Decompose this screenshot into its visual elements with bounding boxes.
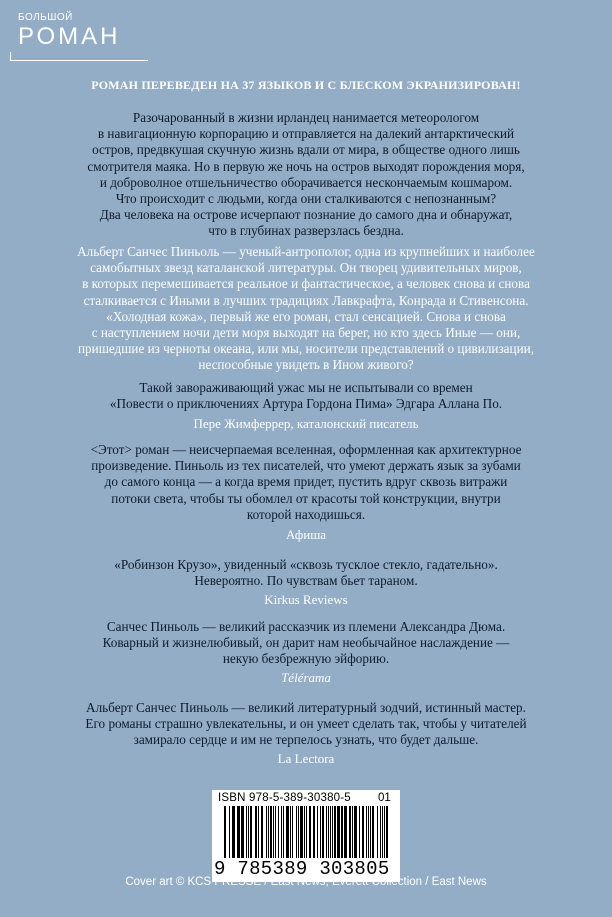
logo-big-text: РОМАН: [18, 23, 121, 50]
barcode-bar: [334, 806, 336, 858]
text-line: Невероятно. По чувствам бьет тараном.: [194, 573, 418, 589]
barcode-bar: [309, 806, 311, 858]
barcode-bar: [337, 806, 340, 858]
logo-underline: [10, 60, 148, 61]
barcode-bar: [344, 806, 347, 858]
logo-small-text: БОЛЬШОЙ: [18, 12, 73, 23]
text-line: <Этот> роман — неисчерпаемая вселенная, оформленная как архитектурное: [90, 442, 522, 457]
barcode-bar: [298, 806, 299, 858]
text-line: Его романы страшно увлекательны, и он умеет сделать так, чтобы у читателей: [85, 716, 527, 732]
barcode-bar: [322, 806, 324, 858]
review-attribution: Kirkus Reviews: [264, 592, 348, 607]
author-paragraph: [40, 244, 572, 374]
barcode-bar: [313, 806, 315, 858]
text-line: Разочарованный в жизни ирландец нанимается метеорологом: [132, 110, 480, 125]
barcode-bar: [266, 806, 267, 858]
barcode-bar: [270, 806, 272, 858]
text-line: до самого конца — а когда время придет, пустить вдруг сквозь витражи: [104, 474, 508, 490]
barcode-bar: [328, 806, 329, 858]
barcode-bar: [377, 806, 378, 858]
review-attribution: Афиша: [285, 527, 327, 542]
text-line: Альберт Санчес Пиньоль — великий литературный зодчий, истинный мастер.: [86, 700, 526, 715]
text-line: «Повести о приключениях Артура Гордона Пима» Эдгара Аллана По.: [109, 396, 503, 412]
barcode-bar: [306, 806, 307, 858]
review-quote: [40, 619, 572, 668]
text-line: Два человека на острове исчерпают познание до самого дна и обнаружат,: [99, 207, 513, 223]
barcode-bars: [224, 806, 388, 858]
barcode-digits: 9 785389 303805: [214, 858, 390, 880]
barcode-bar: [246, 806, 247, 858]
text-line: «Робинзон Крузо», увиденный «сквозь тусклое стекло, гадательно».: [114, 557, 498, 572]
barcode-bar: [268, 806, 269, 858]
barcode-bar: [278, 806, 279, 858]
text-line: которой находишься.: [246, 506, 366, 522]
barcode-bar: [352, 806, 353, 858]
review-quote: [40, 380, 572, 412]
barcode-bar: [241, 806, 244, 858]
barcode-bar: [341, 806, 343, 858]
barcode-bar: [286, 806, 289, 858]
barcode-bar: [372, 806, 374, 858]
text-line: Такой завораживающий ужас мы не испытывали со времен: [139, 380, 473, 395]
barcode-bar: [232, 806, 235, 858]
synopsis-paragraph: [40, 110, 572, 240]
barcode-bar: [275, 806, 276, 858]
text-line: смотрителя маяка. Но в первую же ночь на остров выходят порождения моря,: [87, 158, 525, 174]
review-attribution: Télérama: [281, 670, 331, 685]
text-line: замирало сердце и им не терпелось узнать, что будет дальше.: [133, 732, 479, 748]
barcode-bar: [300, 806, 303, 858]
isbn-barcode: [212, 790, 400, 882]
review-attribution: La Lectora: [277, 751, 335, 766]
barcode-bar: [255, 806, 257, 858]
text-line: Санчес Пиньоль — великий рассказчик из племени Александра Дюма.: [106, 619, 506, 634]
text-line: и доброволное отшельничество оборачивается нескончаемым кошмаром.: [99, 174, 513, 190]
text-line: потоки света, чтобы ты обомлел от красоты той конструкции, внутри: [111, 490, 501, 506]
text-line: некую безбрежную эйфорию.: [222, 651, 390, 667]
review-quote: [40, 442, 572, 523]
text-line: «Холодная кожа», первый же его роман, стал сенсацией. Снова и снова: [106, 308, 506, 324]
text-line: остров, предвкушая скучную жизнь вдали от мира, в обществе одного лишь: [92, 142, 520, 158]
barcode-bar: [237, 806, 240, 858]
text-line: с наступлением ночи дети моря выходят на берег, но кто здесь Иные — они,: [91, 325, 521, 341]
isbn-addon: 01: [378, 792, 391, 804]
text-line: неспособные увидеть в Ином живого?: [198, 357, 414, 373]
barcode-bar: [362, 806, 364, 858]
barcode-bar: [366, 806, 367, 858]
headline: РОМАН ПЕРЕВЕДЕН НА 37 ЯЗЫКОВ И С БЛЕСКОМ ЭКРАНИЗИРОВАН!: [91, 78, 521, 92]
text-line: пришедшие из черноты океана, или мы, носители представлений о цивилизации,: [77, 341, 535, 357]
text-line: что в глубинах разверзлась бездна.: [208, 223, 404, 239]
text-line: самобытных звезд каталанской литературы. Он творец удивительных миров,: [90, 260, 522, 276]
barcode-bar: [332, 806, 333, 858]
barcode-bar: [320, 806, 321, 858]
barcode-bar: [229, 806, 230, 858]
barcode-bar: [384, 806, 385, 858]
text-line: сталкивается с Иными в лучших традициях Лавкрафта, Конрада и Стивенсона.: [83, 292, 529, 308]
text-line: Коварный и жизнелюбивый, он дарит нам необычайное наслаждение —: [102, 635, 510, 651]
barcode-bar: [349, 806, 351, 858]
text-line: Альберт Санчес Пиньоль — ученый-антрополог, одна из крупнейших и наиболее: [77, 244, 535, 259]
barcode-bar: [370, 806, 371, 858]
barcode-bar: [248, 806, 249, 858]
text-line: произведение. Пиньоль из тех писателей, что умеют держать язык за зубами: [91, 458, 521, 474]
barcode-bar: [386, 806, 388, 858]
barcode-bar: [273, 806, 274, 858]
barcode-bar: [224, 806, 226, 858]
barcode-bar: [359, 806, 360, 858]
text-line: в навигационную корпорацию и отправляется на далекий антарктический: [97, 126, 515, 142]
barcode-bar: [296, 806, 297, 858]
barcode-bar: [281, 806, 282, 858]
barcode-bar: [317, 806, 318, 858]
barcode-bar: [283, 806, 284, 858]
review-quote: [40, 557, 572, 589]
barcode-bar: [290, 806, 291, 858]
text-line: Что происходит с людьми, когда они сталкиваются с непознанным?: [115, 191, 497, 207]
barcode-bar: [326, 806, 327, 858]
text-line: в которых перемешивается реальное и фантастическое, а человек снова и снова: [82, 276, 530, 292]
barcode-bar: [380, 806, 381, 858]
barcode-bar: [261, 806, 263, 858]
barcode-bar: [330, 806, 331, 858]
barcode-bar: [292, 806, 293, 858]
barcode-bar: [258, 806, 259, 858]
barcode-bar: [368, 806, 369, 858]
barcode-bar: [354, 806, 357, 858]
isbn-text: ISBN 978-5-389-30380-5: [218, 792, 351, 804]
barcode-bar: [382, 806, 383, 858]
barcode-bar: [250, 806, 252, 858]
review-attribution: Пере Жимферрер, каталонский писатель: [193, 416, 419, 431]
cover-credit: Cover art © KCS PRESSE / East News, Everett Collection / East News: [125, 876, 487, 888]
barcode-bar: [304, 806, 305, 858]
review-quote: [40, 700, 572, 749]
